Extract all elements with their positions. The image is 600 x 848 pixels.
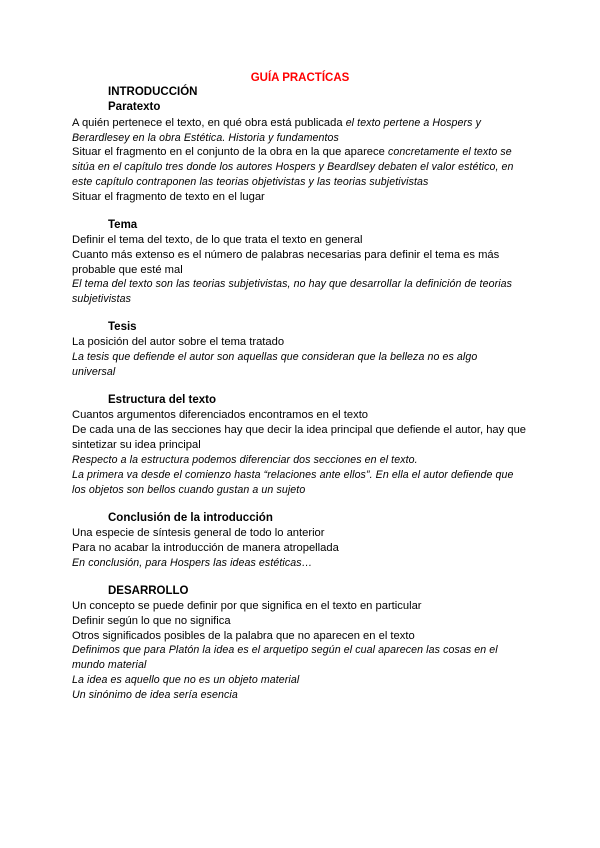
desarrollo-line-3: Otros significados posibles de la palabra que no aparecen en el texto <box>72 630 415 642</box>
paratexto-line-6: Situar el fragmento de texto en el lugar <box>72 191 265 203</box>
heading-introduccion: INTRODUCCIÓN <box>108 86 198 98</box>
desarrollo-line-2: Definir según lo que no significa <box>72 615 231 627</box>
paratexto-line-1-italic: el texto pertene a Hospers y <box>345 117 481 129</box>
desarrollo-line-7: Un sinónimo de idea sería esencia <box>72 689 238 701</box>
paratexto-line-4: sitúa en el capítulo tres donde los autores Hospers y Beardlsey debaten el valor estético, en <box>72 161 514 173</box>
conclusion-line-3: En conclusión, para Hospers las ideas estéticas… <box>72 557 313 569</box>
estructura-line-2: De cada una de las secciones hay que decir la idea principal que defiende el autor, hay que <box>72 424 527 436</box>
estructura-line-1: Cuantos argumentos diferenciados encontramos en el texto <box>72 409 369 421</box>
desarrollo-line-1: Un concepto se puede definir por que significa en el texto en particular <box>72 600 422 612</box>
heading-conclusion: Conclusión de la introducción <box>108 512 273 524</box>
tesis-line-1: La posición del autor sobre el tema tratado <box>72 336 285 348</box>
heading-estructura: Estructura del texto <box>108 394 216 406</box>
estructura-line-4: Respecto a la estructura podemos diferenciar dos secciones en el texto. <box>72 454 418 466</box>
tesis-line-2: La tesis que defiende el autor son aquellas que consideran que la belleza no es algo <box>72 351 478 363</box>
paratexto-line-3-normal: Situar el fragmento en el conjunto de la obra en la que aparece <box>72 146 388 158</box>
desarrollo-line-6: La idea es aquello que no es un objeto material <box>72 674 300 686</box>
desarrollo-line-5: mundo material <box>72 659 147 671</box>
heading-tesis: Tesis <box>108 321 137 333</box>
desarrollo-line-4: Definimos que para Platón la idea es el arquetipo según el cual aparecen las cosas en el <box>72 644 498 656</box>
tema-line-1: Definir el tema del texto, de lo que trata el texto en general <box>72 234 363 246</box>
estructura-line-6: los objetos son bellos cuando gustan a un sujeto <box>72 484 306 496</box>
heading-tema: Tema <box>108 219 138 231</box>
paratexto-line-3 <box>72 145 542 160</box>
paratexto-line-5: este capítulo contraponen las teorias objetivistas y las teorias subjetivistas <box>72 176 429 188</box>
heading-paratexto: Paratexto <box>108 101 161 113</box>
tema-line-5: subjetivistas <box>72 293 132 305</box>
paratexto-line-1-normal: A quién pertenece el texto, en qué obra está publicada <box>72 117 346 129</box>
estructura-line-3: sintetizar su idea principal <box>72 439 201 451</box>
heading-desarrollo: DESARROLLO <box>108 585 189 597</box>
tesis-line-3: universal <box>72 366 116 378</box>
paratexto-line-1 <box>72 116 542 131</box>
estructura-line-5: La primera va desde el comienzo hasta “relaciones ante ellos”. En ella el autor defiende que <box>72 469 514 481</box>
conclusion-line-1: Una especie de síntesis general de todo lo anterior <box>72 527 325 539</box>
tema-line-4: El tema del texto son las teorias subjetivistas, no hay que desarrollar la definición de teorias <box>72 278 513 290</box>
tema-line-3: probable que esté mal <box>72 264 183 276</box>
document-title: GUÍA PRACTÍCAS <box>250 72 350 84</box>
paratexto-line-3-italic: concretamente el texto se <box>387 146 512 158</box>
tema-line-2: Cuanto más extenso es el número de palabras necesarias para definir el tema es más <box>72 249 500 261</box>
paratexto-line-2: Berardlesey en la obra Estética. Historia y fundamentos <box>72 132 339 144</box>
conclusion-line-2: Para no acabar la introducción de manera atropellada <box>72 542 339 554</box>
